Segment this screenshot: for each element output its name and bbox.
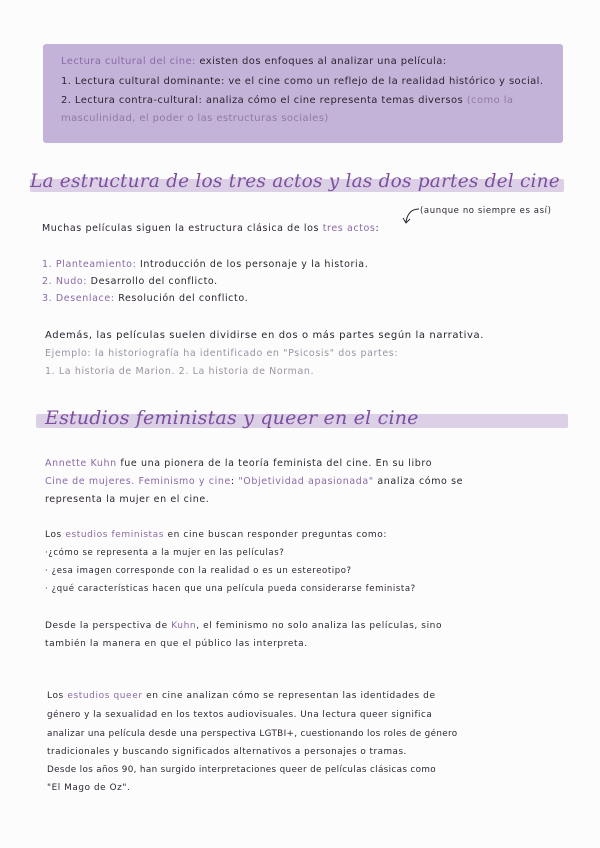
note-label: Lectura cultural del cine: bbox=[61, 56, 196, 67]
three-acts-intro bbox=[42, 223, 379, 234]
question-item: ·¿cómo se representa a la mujer en las películas? bbox=[45, 548, 285, 558]
queer-paragraph-line-2: género y la sexualidad en los textos audiovisuales. Una lectura queer significa bbox=[47, 710, 433, 720]
act-text: Resolución del conflicto. bbox=[114, 293, 249, 304]
kuhn-perspective-line-1 bbox=[45, 621, 442, 631]
intro-colon: : bbox=[375, 223, 380, 234]
intro-highlight: tres actos bbox=[322, 223, 376, 234]
paragraph-text: analiza cómo se bbox=[373, 476, 464, 487]
act-item bbox=[42, 259, 368, 270]
example-line bbox=[45, 348, 398, 359]
example-text: la historiografía ha identificado en "Psicosis" dos partes: bbox=[91, 348, 399, 359]
kuhn-paragraph-line-1 bbox=[45, 458, 432, 469]
book-quote: "Objetividad apasionada" bbox=[238, 476, 374, 487]
note-item-1 bbox=[61, 76, 543, 87]
paragraph-text: en cine buscan responder preguntas como: bbox=[164, 530, 387, 540]
question-item: · ¿esa imagen corresponde con la realidad o es un estereotipo? bbox=[45, 566, 352, 576]
queer-paragraph-line-4: tradicionales y buscando significados alternativos a personajes o tramas. bbox=[47, 747, 407, 757]
act-label: 2. Nudo: bbox=[42, 276, 88, 287]
paragraph-text: : bbox=[230, 476, 239, 487]
act-item bbox=[42, 293, 248, 304]
act-label: 1. Planteamiento: bbox=[42, 259, 137, 270]
queer-paragraph-line-3: analizar una película desde una perspectiva LGTBI+, cuestionando los roles de género bbox=[47, 729, 458, 739]
highlight-term: Kuhn bbox=[171, 621, 197, 631]
act-item bbox=[42, 276, 218, 287]
paragraph-text: fue una pionera de la teoría feminista del cine. En su libro bbox=[116, 458, 433, 469]
arrow-icon bbox=[402, 206, 422, 226]
paragraph-text: Los bbox=[45, 530, 66, 540]
aside-note: (aunque no siempre es así) bbox=[420, 206, 552, 216]
act-text: Desarrollo del conflicto. bbox=[87, 276, 218, 287]
book-title: Cine de mujeres. Feminismo y cine bbox=[45, 476, 231, 487]
note-item-label: 2. Lectura contra-cultural: bbox=[61, 95, 203, 106]
paragraph-text: Desde la perspectiva de bbox=[45, 621, 172, 631]
note-item-text: ve el cine como un reflejo de la realidad histórico y social. bbox=[224, 76, 544, 87]
note-item-aside: (como la bbox=[463, 95, 514, 106]
parts-paragraph: Además, las películas suelen dividirse en dos o más partes según la narrativa. bbox=[45, 330, 484, 341]
note-item-2 bbox=[61, 95, 513, 106]
paragraph-text: , el feminismo no solo analiza las películas, sino bbox=[196, 621, 443, 631]
note-item-2-continued: masculinidad, el poder o las estructuras sociales) bbox=[61, 113, 329, 124]
section-title-feminist-queer: Estudios feministas y queer en el cine bbox=[45, 407, 419, 429]
question-item: · ¿qué características hacen que una película pueda considerarse feminista? bbox=[45, 584, 416, 594]
highlight-term: estudios queer bbox=[67, 691, 143, 701]
highlight-term: estudios feministas bbox=[65, 530, 165, 540]
author-name: Annette Kuhn bbox=[45, 458, 117, 469]
kuhn-paragraph-line-2 bbox=[45, 476, 463, 487]
example-parts: 1. La historia de Marion. 2. La historia de Norman. bbox=[45, 366, 315, 377]
paragraph-text: en cine analizan cómo se representan las identidades de bbox=[142, 691, 436, 701]
note-text: existen dos enfoques al analizar una película: bbox=[195, 56, 447, 67]
note-line-1 bbox=[61, 56, 447, 67]
queer-paragraph-line-6: "El Mago de Oz". bbox=[47, 783, 131, 793]
section-title-three-acts: La estructura de los tres actos y las dos partes del cine bbox=[30, 171, 560, 192]
feminist-studies-intro bbox=[45, 530, 387, 540]
note-item-text: analiza cómo el cine representa temas diversos bbox=[202, 95, 464, 106]
paragraph-text: Los bbox=[47, 691, 68, 701]
summary-note bbox=[43, 44, 563, 143]
act-text: Introducción de los personaje y la historia. bbox=[136, 259, 369, 270]
queer-paragraph-line-1 bbox=[47, 691, 436, 701]
note-item-label: 1. Lectura cultural dominante: bbox=[61, 76, 225, 87]
example-label: Ejemplo: bbox=[45, 348, 92, 359]
kuhn-paragraph-line-3: representa la mujer en el cine. bbox=[45, 494, 210, 505]
intro-text: Muchas películas siguen la estructura clásica de los bbox=[42, 223, 323, 234]
queer-paragraph-line-5: Desde los años 90, han surgido interpretaciones queer de películas clásicas como bbox=[47, 765, 436, 775]
act-label: 3. Desenlace: bbox=[42, 293, 115, 304]
kuhn-perspective-line-2: también la manera en que el público las interpreta. bbox=[45, 639, 308, 649]
